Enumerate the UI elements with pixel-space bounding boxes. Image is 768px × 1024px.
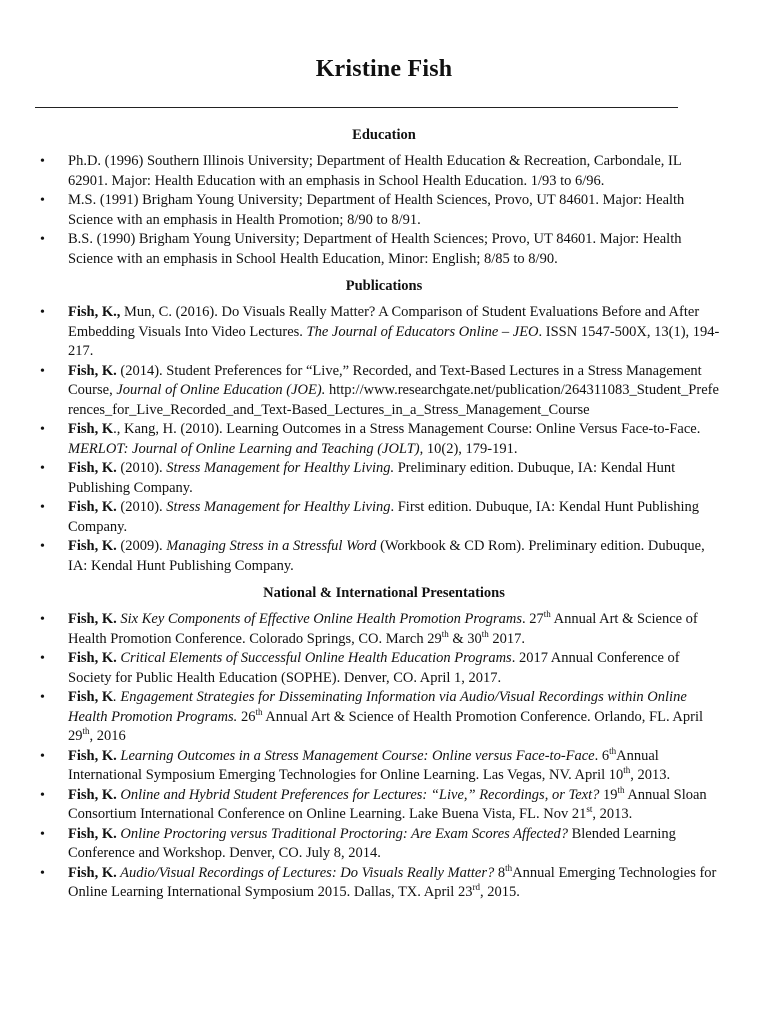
- bullet-icon: •: [40, 651, 45, 666]
- bullet-icon: •: [40, 865, 45, 881]
- pres-text: . 2017 Annual Conference of Society for Public Health Education (SOPHE). Denver, CO. April 1, 2017.: [68, 650, 680, 686]
- ordinal-suffix: th: [505, 862, 513, 873]
- list-item: [0, 537, 768, 576]
- education-entry: M.S. (1991) Brigham Young University; Department of Health Sciences, Provo, UT 84601. Major: Health Science with an emphasis in Health Promotion; 8/90 to 8/91.: [68, 192, 685, 228]
- pub-text: , 10(2), 179-191.: [419, 440, 518, 457]
- pres-title: Online and Hybrid Student Preferences for Lectures: “Live,” Recordings, or Text?: [116, 786, 600, 803]
- pub-text: (2014). Student Preferences for “Live,” Recorded, and Text-Based Lectures in a Stress Management Course,: [68, 362, 702, 398]
- pres-text: Annual International Symposium Emerging Technologies for Online Learning. Las Vegas, NV. April 10: [68, 747, 659, 783]
- education-heading: Education: [352, 127, 416, 143]
- pres-title: Critical Elements of Successful Online Health Education Programs: [116, 650, 512, 666]
- pres-text: , 2016: [89, 728, 126, 744]
- list-item: [0, 152, 768, 191]
- pres-text: & 30: [448, 630, 482, 647]
- pub-text: Mun, C. (2016). Do Visuals Really Matter? A Comparison of Student Evaluations Before and After Embedding Visuals Into Video Lectures.: [68, 304, 700, 340]
- pub-text: (2010).: [116, 460, 167, 476]
- pres-text: Blended Learning Conference and Workshop. Denver, CO. July 8, 2014.: [68, 825, 676, 861]
- bullet-icon: •: [40, 232, 45, 247]
- pres-author: Fish, K.: [68, 747, 117, 764]
- pres-title: . Engagement Strategies for Disseminating Information via Audio/Visual Recordings within Online Health Promotion Programs.: [68, 689, 687, 725]
- ordinal-suffix: st: [586, 804, 593, 815]
- pres-text: . 6: [594, 747, 610, 764]
- ordinal-suffix: th: [623, 765, 631, 776]
- bullet-icon: •: [40, 539, 45, 554]
- ordinal-suffix: th: [543, 609, 551, 620]
- education-entry: Ph.D. (1996) Southern Illinois University; Department of Health Education & Recreation, Carbondale, IL 62901. Major: Health Education with an emphasis in School Health Education. 1/93 to 6/96.: [68, 153, 682, 189]
- list-item: [0, 498, 768, 537]
- bullet-icon: •: [40, 500, 45, 515]
- pres-text: 26: [237, 708, 256, 725]
- pres-author: Fish, K.: [68, 864, 117, 881]
- list-item: [0, 610, 768, 649]
- list-item: [0, 864, 768, 903]
- pub-text: (2010).: [116, 499, 167, 515]
- pres-text: . 27: [522, 611, 544, 627]
- list-item: [0, 688, 768, 747]
- pub-author: Fish, K.: [68, 538, 117, 554]
- pres-text: 8: [494, 864, 506, 881]
- pres-title: Learning Outcomes in a Stress Management Course: Online versus Face-to-Face: [116, 747, 595, 764]
- list-item: [0, 303, 768, 362]
- pres-text: , 2013.: [592, 806, 633, 822]
- pres-title: Online Proctoring versus Traditional Proctoring: Are Exam Scores Affected?: [116, 825, 568, 842]
- pub-author: Fish, K: [68, 421, 114, 437]
- title-divider: [35, 107, 678, 108]
- pres-title: Six Key Components of Effective Online Health Promotion Programs: [116, 611, 523, 627]
- list-item: [0, 420, 768, 459]
- ordinal-suffix: th: [82, 726, 90, 737]
- list-item: [0, 786, 768, 825]
- pub-title: Stress Management for Healthy Living: [166, 499, 391, 515]
- bullet-icon: •: [40, 193, 45, 208]
- bullet-icon: •: [40, 787, 45, 803]
- bullet-icon: •: [40, 748, 45, 764]
- education-list: [0, 152, 768, 269]
- ordinal-suffix: th: [609, 745, 617, 756]
- pub-author: Fish, K.: [68, 460, 117, 476]
- pub-title: The Journal of Educators Online – JEO: [306, 323, 539, 340]
- pres-text: Annual Emerging Technologies for Online Learning International Symposium 2015. Dallas, TX. April 23: [68, 864, 717, 900]
- pres-text: Annual Sloan Consortium International Conference on Online Learning. Lake Buena Vista, FL. Nov 21: [68, 786, 707, 822]
- list-item: [0, 825, 768, 864]
- pres-text: , 2015.: [479, 884, 520, 900]
- list-item: [0, 459, 768, 498]
- pres-text: 2017.: [488, 630, 526, 647]
- ordinal-suffix: rd: [472, 882, 480, 893]
- list-item: [0, 230, 768, 269]
- presentations-heading: National & International Presentations: [263, 585, 505, 601]
- bullet-icon: •: [40, 154, 45, 169]
- pres-text: , 2013.: [630, 767, 671, 783]
- bullet-icon: •: [40, 826, 45, 842]
- pub-title: Journal of Online Education (JOE).: [116, 382, 326, 398]
- ordinal-suffix: th: [255, 706, 263, 717]
- pres-author: Fish, K: [68, 689, 114, 705]
- pub-text: ., Kang, H. (2010). Learning Outcomes in a Stress Management Course: Online Versus Face-to-Face.: [113, 421, 701, 437]
- bullet-icon: •: [40, 363, 45, 379]
- publications-list: [0, 303, 768, 576]
- list-item: [0, 362, 768, 421]
- education-entry: B.S. (1990) Brigham Young University; Department of Health Sciences; Provo, UT 84601. Major: Health Science with an emphasis in School Health Education, Minor: English; 8/85 to 8/90.: [68, 231, 682, 267]
- page-title: Kristine Fish: [315, 56, 453, 82]
- bullet-icon: •: [40, 690, 45, 705]
- resume-content: [0, 124, 768, 909]
- list-item: [0, 649, 768, 688]
- pres-author: Fish, K.: [68, 786, 117, 803]
- pres-title: Audio/Visual Recordings of Lectures: Do Visuals Really Matter?: [116, 864, 495, 881]
- ordinal-suffix: th: [617, 784, 625, 795]
- ordinal-suffix: th: [441, 628, 449, 639]
- pres-author: Fish, K.: [68, 611, 117, 627]
- publications-heading: Publications: [345, 278, 423, 294]
- pub-text: Preliminary edition. Dubuque, IA: Kendal Hunt Publishing Company.: [68, 460, 676, 496]
- presentations-list: [0, 610, 768, 903]
- pub-text: . ISSN 1547-500X, 13(1), 194-217.: [68, 323, 720, 359]
- pub-author: Fish, K.: [68, 362, 117, 379]
- pres-text: Annual Art & Science of Health Promotion Conference. Colorado Springs, CO. March 29: [68, 611, 698, 647]
- pub-text: . First edition. Dubuque, IA: Kendal Hunt Publishing Company.: [68, 499, 699, 535]
- pres-text: Annual Art & Science of Health Promotion Conference. Orlando, FL. April 29: [68, 708, 704, 744]
- pub-title: Stress Management for Healthy Living.: [166, 460, 395, 476]
- bullet-icon: •: [40, 612, 45, 627]
- bullet-icon: •: [40, 422, 45, 437]
- bullet-icon: •: [40, 461, 45, 476]
- list-item: [0, 747, 768, 786]
- pub-author: Fish, K.,: [68, 304, 121, 320]
- pres-author: Fish, K.: [68, 650, 117, 666]
- pres-text: 19: [599, 786, 618, 803]
- pub-title: Managing Stress in a Stressful Word: [166, 538, 377, 554]
- ordinal-suffix: th: [481, 628, 489, 639]
- pub-text: (Workbook & CD Rom). Preliminary edition. Dubuque, IA: Kendal Hunt Publishing Company.: [68, 538, 705, 574]
- pres-author: Fish, K.: [68, 825, 117, 842]
- pub-text: (2009).: [116, 538, 167, 554]
- pub-author: Fish, K.: [68, 499, 117, 515]
- pub-title: MERLOT: Journal of Online Learning and Teaching (JOLT): [68, 440, 420, 457]
- bullet-icon: •: [40, 305, 45, 320]
- list-item: [0, 191, 768, 230]
- pub-text: http://www.researchgate.net/publication/264311083_Student_Preferences_for_Live_Recorded_and_Text-Based_Lectures_in_a_Stress_Management_Course: [68, 382, 719, 418]
